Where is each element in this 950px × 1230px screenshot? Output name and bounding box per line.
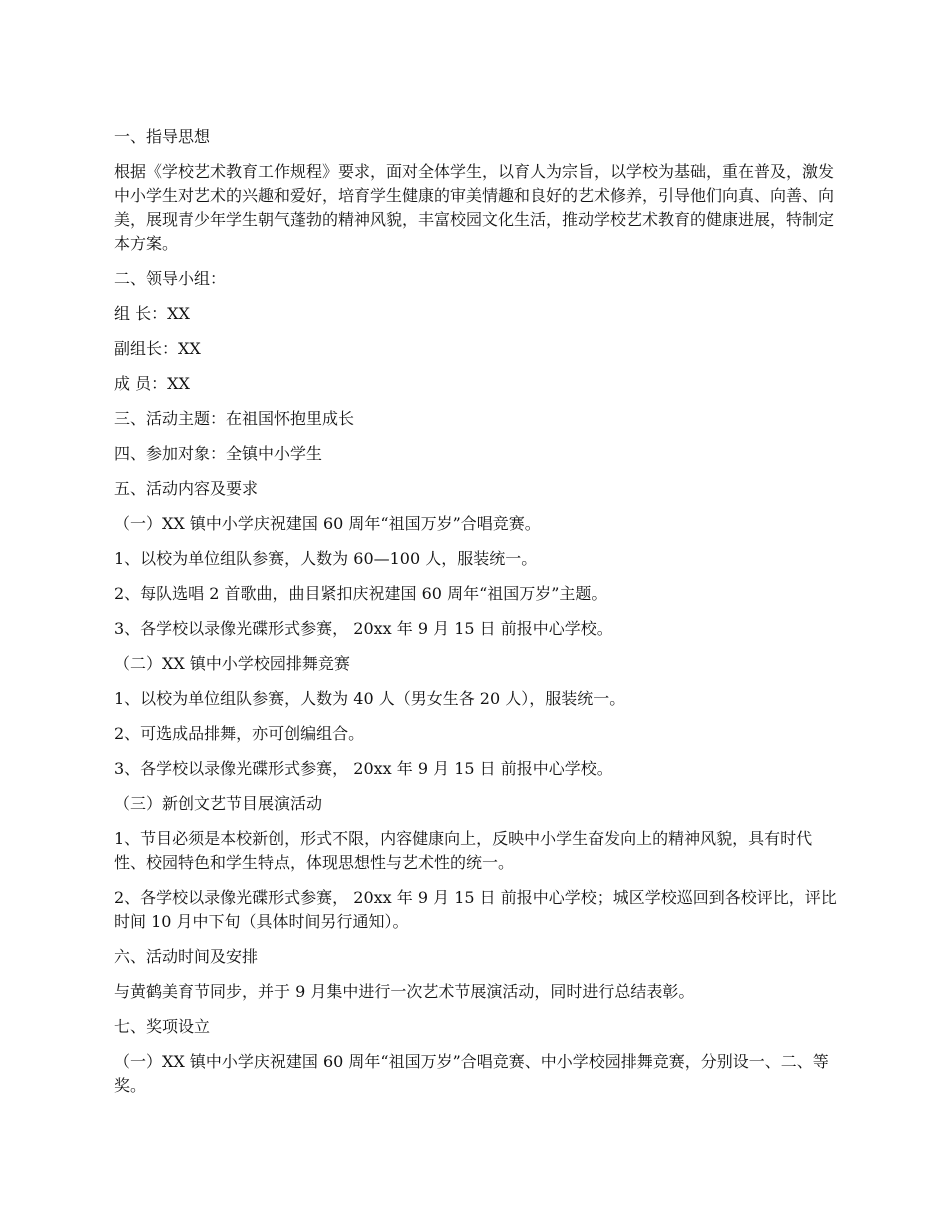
deputy-leader-line: 副组长：XX: [114, 339, 201, 358]
heading-activity-theme: 三、活动主题：在祖国怀抱里成长: [114, 409, 355, 428]
members-line: 成 员：XX: [114, 374, 190, 393]
list-item: 2、各学校以录像光碟形式参赛， 20xx 年 9 月 15 日 前报中心学校；城区学校巡回到各校评比，评比时间 10 月中下旬（具体时间另行通知）。: [114, 888, 837, 931]
list-item: 1、以校为单位组队参赛，人数为 40 人（男女生各 20 人），服装统一。: [114, 689, 626, 708]
list-item: 1、以校为单位组队参赛，人数为 60—100 人，服装统一。: [114, 549, 538, 568]
subheading-line-dance-contest: （二）XX 镇中小学校园排舞竞赛: [114, 654, 350, 673]
heading-awards: 七、奖项设立: [114, 1017, 211, 1036]
heading-activity-content: 五、活动内容及要求: [114, 479, 259, 498]
paragraph-schedule: 与黄鹤美育节同步，并于 9 月集中进行一次艺术节展演活动，同时进行总结表彰。: [114, 982, 695, 1001]
paragraph-guiding-ideology: 根据《学校艺术教育工作规程》要求，面对全体学生，以育人为宗旨，以学校为基础，重在普及，激发中小学生对艺术的兴趣和爱好，培育学生健康的审美情趣和良好的艺术修养，引导他们向真、向善、向美，展现青少年学生朝气蓬勃的精神风貌，丰富校园文化生活，推动学校艺术教育的健康进展，特制定本方案。: [114, 162, 835, 253]
list-item: 3、各学校以录像光碟形式参赛， 20xx 年 9 月 15 日 前报中心学校。: [114, 759, 613, 778]
list-item: 2、可选成品排舞，亦可创编组合。: [114, 724, 365, 743]
subheading-choir-contest: （一）XX 镇中小学庆祝建国 60 周年“祖国万岁”合唱竞赛。: [114, 514, 541, 533]
leader-line: 组 长：XX: [114, 304, 190, 323]
heading-participants: 四、参加对象：全镇中小学生: [114, 444, 323, 463]
heading-leadership-group: 二、领导小组：: [114, 269, 227, 288]
heading-schedule: 六、活动时间及安排: [114, 947, 259, 966]
list-item: 1、节目必须是本校新创，形式不限，内容健康向上，反映中小学生奋发向上的精神风貌，具有时代性、校园特色和学生特点，体现思想性与艺术性的统一。: [114, 829, 813, 872]
heading-guiding-ideology: 一、指导思想: [114, 127, 211, 146]
list-item: 3、各学校以录像光碟形式参赛， 20xx 年 9 月 15 日 前报中心学校。: [114, 619, 613, 638]
list-item: 2、每队选唱 2 首歌曲，曲目紧扣庆祝建国 60 周年“祖国万岁”主题。: [114, 584, 608, 603]
subheading-new-programs: （三）新创文艺节目展演活动: [114, 794, 323, 813]
paragraph-awards: （一）XX 镇中小学庆祝建国 60 周年“祖国万岁”合唱竞赛、中小学校园排舞竞赛，分别设一、二、等奖。: [114, 1052, 829, 1095]
